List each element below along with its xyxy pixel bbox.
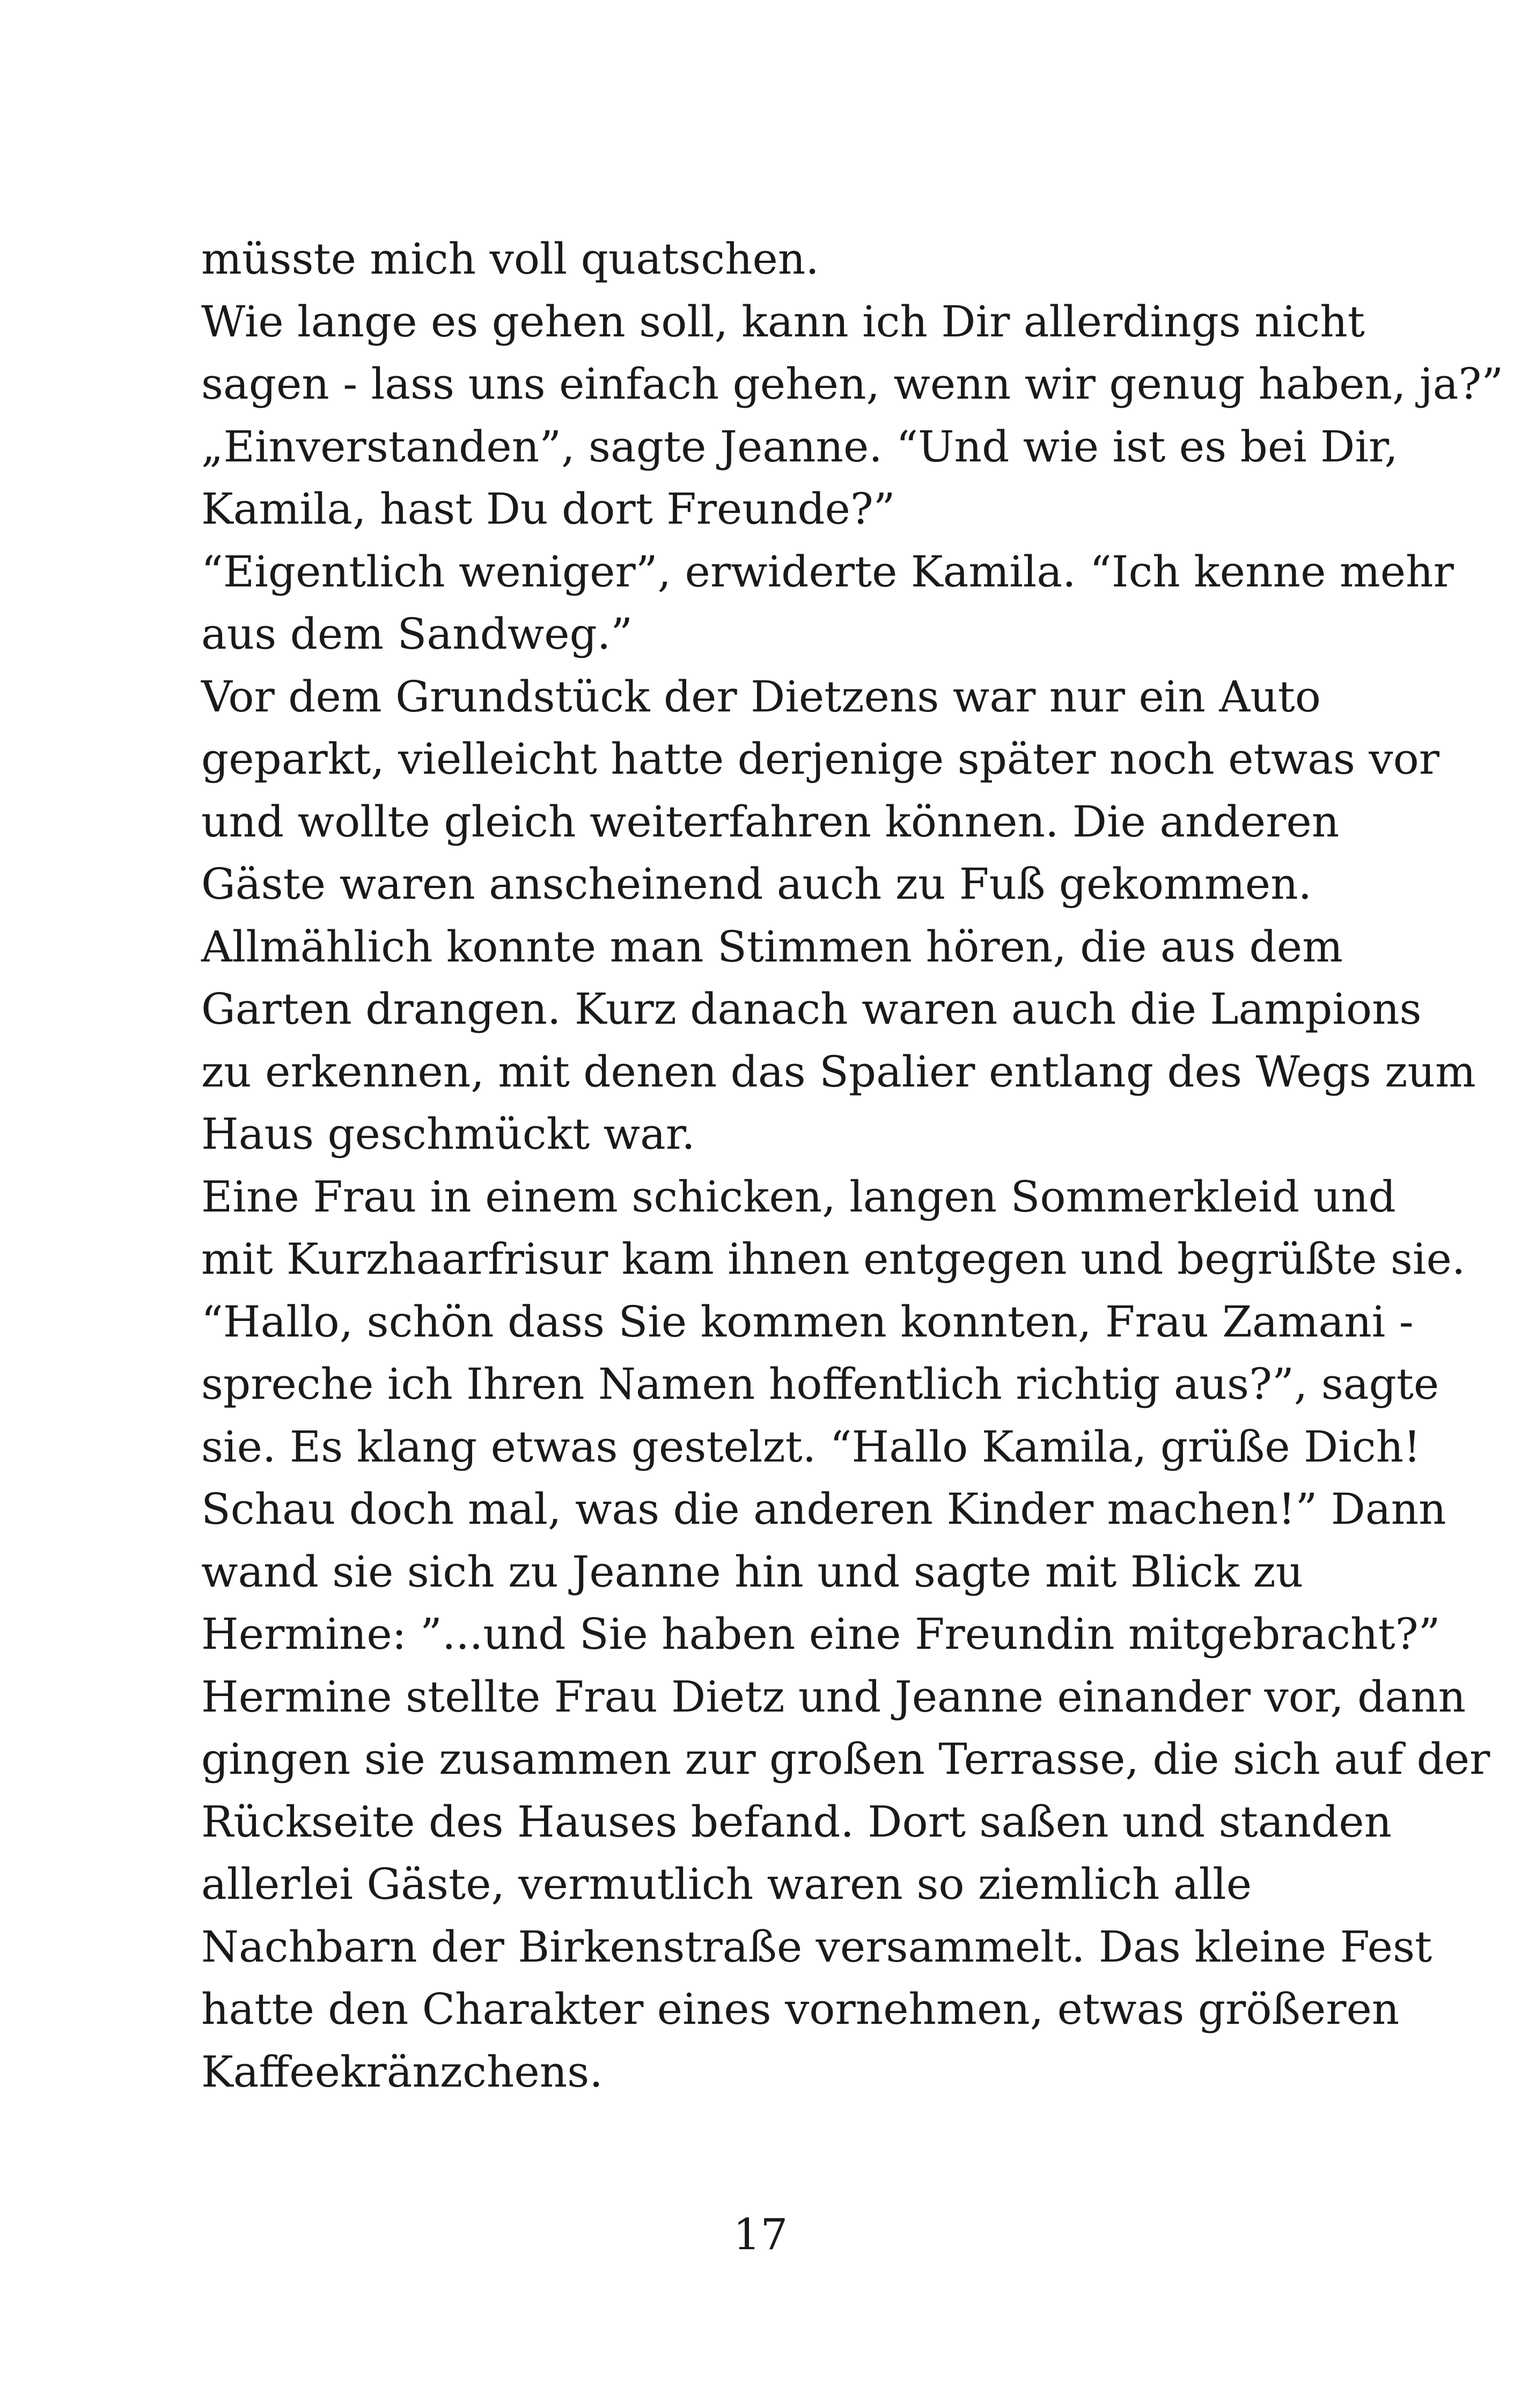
text-line: zu erkennen, mit denen das Spalier entlang des Wegs zum bbox=[201, 1046, 1476, 1097]
text-line: Wie lange es gehen soll, kann ich Dir allerdings nicht bbox=[201, 296, 1365, 347]
text-line: Haus geschmückt war. bbox=[201, 1109, 695, 1159]
text-line: Gäste waren anscheinend auch zu Fuß gekommen. bbox=[201, 859, 1312, 909]
text-line: Allmählich konnte man Stimmen hören, die aus dem bbox=[201, 921, 1343, 972]
text-line: geparkt, vielleicht hatte derjenige später noch etwas vor bbox=[201, 734, 1439, 784]
text-line: mit Kurzhaarfrisur kam ihnen entgegen und begrüßte sie. bbox=[201, 1234, 1466, 1284]
text-line: Nachbarn der Birkenstraße versammelt. Das kleine Fest bbox=[201, 1921, 1432, 1972]
text-line: Garten drangen. Kurz danach waren auch die Lampions bbox=[201, 984, 1422, 1034]
text-line: „Einverstanden”, sagte Jeanne. “Und wie ist es bei Dir, bbox=[201, 421, 1398, 472]
text-line: wand sie sich zu Jeanne hin und sagte mit Blick zu bbox=[201, 1546, 1304, 1597]
text-line: müsste mich voll quatschen. bbox=[201, 234, 819, 284]
text-line: Vor dem Grundstück der Dietzens war nur ein Auto bbox=[201, 671, 1321, 722]
text-line: gingen sie zusammen zur großen Terrasse, die sich auf der bbox=[201, 1734, 1490, 1784]
text-line: Hermine stellte Frau Dietz und Jeanne einander vor, dann bbox=[201, 1671, 1466, 1722]
text-line: Hermine: ”...und Sie haben eine Freundin mitgebracht?” bbox=[201, 1609, 1441, 1659]
text-line: “Eigentlich weniger”, erwiderte Kamila. “Ich kenne mehr bbox=[201, 546, 1454, 597]
text-line: Kaffeekränzchens. bbox=[201, 2046, 603, 2097]
text-line: Schau doch mal, was die anderen Kinder machen!” Dann bbox=[201, 1484, 1446, 1534]
text-line: aus dem Sandweg.” bbox=[201, 609, 633, 659]
text-line: sie. Es klang etwas gestelzt. “Hallo Kamila, grüße Dich! bbox=[201, 1421, 1421, 1472]
body-text bbox=[201, 228, 1504, 2103]
text-line: “Hallo, schön dass Sie kommen konnten, Frau Zamani - bbox=[201, 1296, 1414, 1347]
text-line: und wollte gleich weiterfahren können. Die anderen bbox=[201, 796, 1340, 847]
text-line: hatte den Charakter eines vornehmen, etwas größeren bbox=[201, 1984, 1400, 2034]
text-line: sagen - lass uns einfach gehen, wenn wir genug haben, ja?” bbox=[201, 359, 1504, 409]
page-number: 17 bbox=[733, 2209, 788, 2259]
text-line: Eine Frau in einem schicken, langen Sommerkleid und bbox=[201, 1171, 1396, 1222]
text-line: Rückseite des Hauses befand. Dort saßen und standen bbox=[201, 1796, 1392, 1847]
text-line: Kamila, hast Du dort Freunde?” bbox=[201, 484, 895, 534]
text-line: allerlei Gäste, vermutlich waren so ziemlich alle bbox=[201, 1859, 1252, 1909]
text-line: spreche ich Ihren Namen hoffentlich richtig aus?”, sagte bbox=[201, 1359, 1439, 1409]
